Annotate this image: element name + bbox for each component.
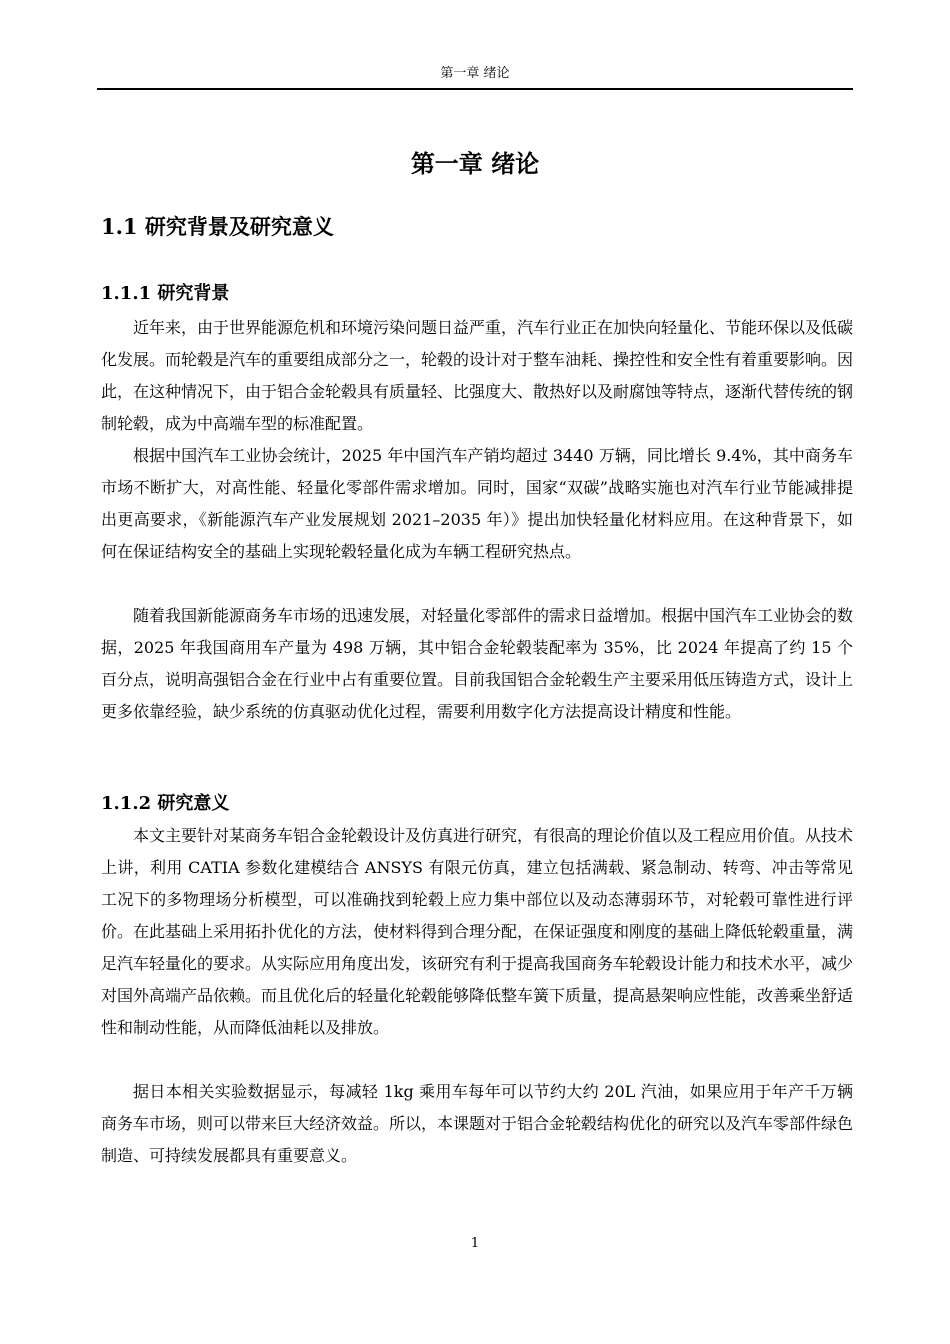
section-heading-1-1-1: 1.1.1 研究背景 xyxy=(101,283,230,304)
paragraph: 随着我国新能源商务车市场的迅速发展，对轻量化零部件的需求日益增加。根据中国汽车工业协会的数据，2025 年我国商用车产量为 498 万辆，其中铝合金轮毂装配率为 35%，比 2024 年提高了约 15 个百分点，说明高强铝合金在行业中占有重要位置。目前我国铝合金轮毂生产主要采用低压铸造方式，设计上更多依靠经验，缺少系统的仿真驱动优化过程，需要利用数字化方法提高设计精度和性能。 xyxy=(101,606,854,721)
running-header: 第一章 绪论 xyxy=(440,66,510,81)
paragraph: 近年来，由于世界能源危机和环境污染问题日益严重，汽车行业正在加快向轻量化、节能环保以及低碳化发展。而轮毂是汽车的重要组成部分之一，轮毂的设计对于整车油耗、操控性和安全性有着重要影响。因此，在这种情况下，由于铝合金轮毂具有质量轻、比强度大、散热好以及耐腐蚀等特点，逐渐代替传统的钢制轮毂，成为中高端车型的标准配置。 xyxy=(101,318,854,433)
paragraph: 本文主要针对某商务车铝合金轮毂设计及仿真进行研究，有很高的理论价值以及工程应用价值。从技术上讲，利用 CATIA 参数化建模结合 ANSYS 有限元仿真，建立包括满载、紧急制动、转弯、冲击等常见工况下的多物理场分析模型，可以准确找到轮毂上应力集中部位以及动态薄弱环节，对轮毂可靠性进行评价。在此基础上采用拓扑优化的方法，使材料得到合理分配，在保证强度和刚度的基础上降低轮毂重量，满足汽车轻量化的要求。从实际应用角度出发，该研究有利于提高我国商务车轮毂设计能力和技术水平，减少对国外高端产品依赖。而且优化后的轻量化轮毂能够降低整车簧下质量，提高悬架响应性能，改善乘坐舒适性和制动性能，从而降低油耗以及排放。 xyxy=(101,826,854,1037)
page-number: 1 xyxy=(470,1236,480,1251)
section-heading-1-1-2: 1.1.2 研究意义 xyxy=(101,793,230,814)
section-heading-1-1: 1.1 研究背景及研究意义 xyxy=(101,214,334,239)
chapter-title: 第一章 绪论 xyxy=(410,149,540,178)
paragraph: 据日本相关实验数据显示，每减轻 1kg 乘用车每年可以节约大约 20L 汽油，如果应用于年产千万辆商务车市场，则可以带来巨大经济效益。所以，本课题对于铝合金轮毂结构优化的研究以及汽车零部件绿色制造、可持续发展都具有重要意义。 xyxy=(101,1082,854,1165)
paragraph: 根据中国汽车工业协会统计，2025 年中国汽车产销均超过 3440 万辆，同比增长 9.4%，其中商务车市场不断扩大，对高性能、轻量化零部件需求增加。同时，国家“双碳”战略实施也对汽车行业节能减排提出更高要求，《新能源汽车产业发展规划 2021–2035 年）》提出加快轻量化材料应用。在这种背景下，如何在保证结构安全的基础上实现轮毂轻量化成为车辆工程研究热点。 xyxy=(101,446,853,561)
header-rule xyxy=(97,88,853,90)
